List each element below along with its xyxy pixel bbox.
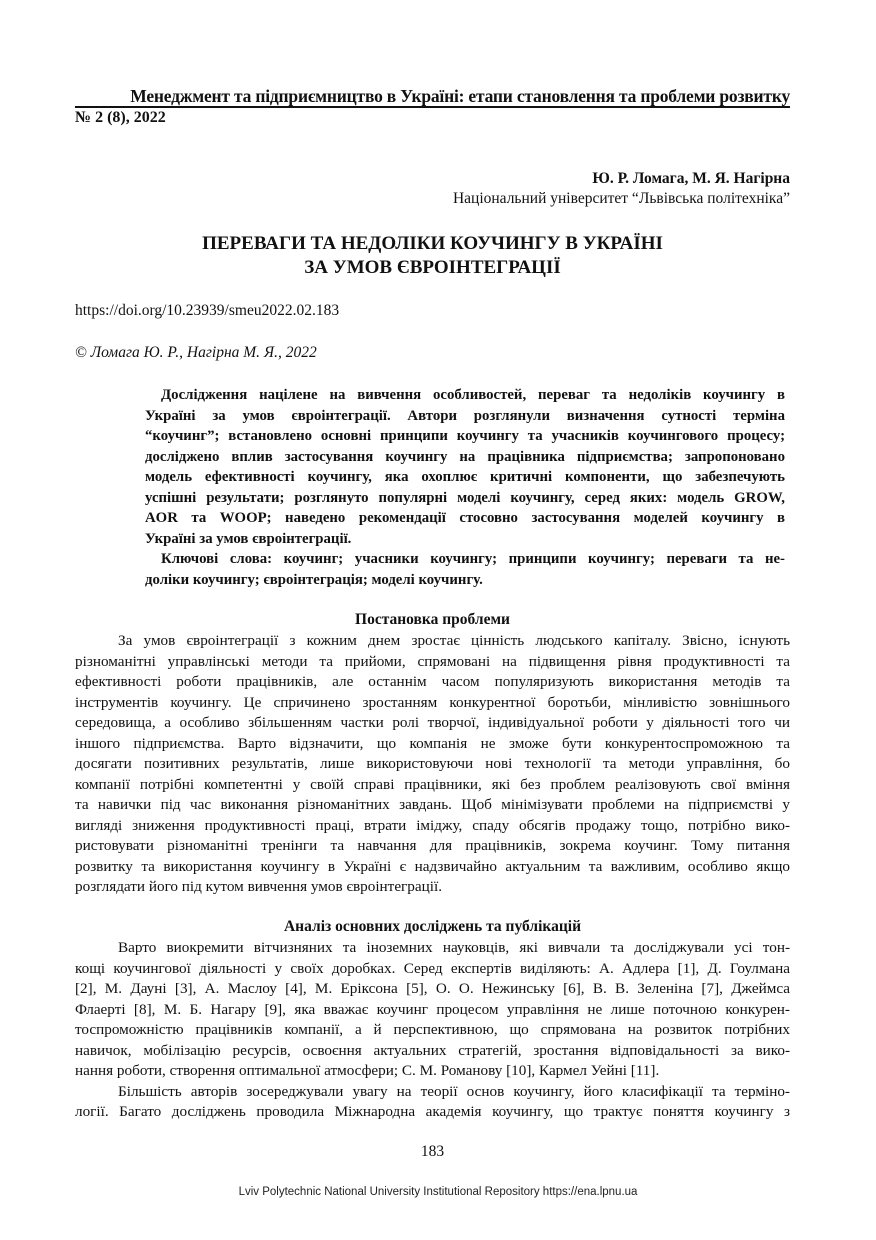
text-line: доліки коучингу; євроінтеграція; моделі коучингу. (145, 571, 483, 588)
title-line: ПЕРЕВАГИ ТА НЕДОЛІКИ КОУЧИНГУ В УКРАЇНІ (202, 233, 663, 254)
text-line: модель ефективності коучингу, яка охоплює критичні компоненти, що забезпечують (145, 469, 785, 485)
text-line: Україні за умов євроінтеграції. (145, 530, 352, 547)
text-line: успішні результати; розглянуто популярні моделі коучингу, серед яких: модель GROW, (145, 489, 785, 506)
text-line: Більшість авторів зосереджували увагу на теорії основ коучингу, його класифікації та терміно- (118, 1082, 790, 1100)
title-line: ЗА УМОВ ЄВРОІНТЕГРАЦІЇ (304, 257, 561, 278)
text-line: середовища, а особливо збільшенням частки ролі творчої, індивідуальної роботи у діяльності того чи (75, 714, 790, 731)
article-title (75, 232, 790, 280)
section-heading: Аналіз основних досліджень та публікацій (283, 918, 581, 935)
text-line: [2], М. Дауні [3], А. Маслоу [4], М. Еріксона [5], О. О. Нежинську [6], В. В. Зеленіна [7], Джеймса (75, 980, 790, 997)
text-line: Дослідження націлене на вивчення особливостей, переваг та недоліків коучингу в (161, 387, 785, 403)
section-problem-body (75, 631, 790, 898)
text-line: AOR та WOOP; наведено рекомендації стосовно застосування моделей коучингу в (145, 510, 785, 526)
text-line: ефективності роботи працівників, але останнім часом популяризують використання методів та (75, 673, 790, 690)
copyright: © Ломага Ю. Р., Нагірна М. Я., 2022 (75, 344, 317, 361)
text-line: Варто виокремити вітчизняних та іноземних науковців, які вивчали та досліджували усі тон- (118, 939, 790, 956)
repository-footer: Lviv Polytechnic National University Institutional Repository https://ena.lpnu.ua (238, 1186, 638, 1198)
text-line: ристовувати різноманітні тренінги та навчання для працівників, зокрема коучинг. Тому питання (75, 837, 790, 854)
text-line: різноманітні управлінські методи та прийоми, спрямовані на підвищення рівня продуктивності та (75, 652, 790, 670)
text-line: “коучинг”; встановлено основні принципи коучингу та учасників коучингового процесу; (145, 428, 785, 444)
text-line: кощі коучингової діяльності у своїх доробках. Серед експертів виділяють: А. Адлера [1], Д. Гоулмана (75, 959, 790, 977)
text-line: нання роботи, створення оптимальної атмосфери; С. М. Романову [10], Кармел Уейні [11]. (75, 1062, 660, 1079)
section-heading: Постановка проблеми (355, 611, 510, 628)
text-line: інструментів коучингу. Це спричинено зростанням конкурентної боротьби, мінливістю зовнішнього (75, 693, 790, 711)
text-line: логії. Багато досліджень проводила Міжнародна академія коучингу, що трактує поняття коучингу з (75, 1103, 790, 1120)
affiliation: Національний університет “Львівська політехніка” (452, 190, 790, 207)
text-line: досліджено вплив застосування коучингу на працівника підприємства; запропоновано (145, 448, 785, 465)
text-line: компанії потрібні компетентні у своїй справі працівники, які без проблем реалізовують свої вміння (75, 775, 790, 793)
text-line: та навички під час виконання різноманітних завдань. Щоб мінімізувати проблеми на підприємстві у (75, 796, 790, 813)
text-line: іншого підприємства. Варто відзначити, що компанія не зможе бути конкурентоспроможною та (75, 734, 790, 752)
text-line: Флаерті [8], М. Б. Нагару [9], яка вважає коучинг процесом управління не лише поточною конкурен- (75, 1000, 790, 1018)
text-line: тоспроможністю працівників компанії, а й перспективною, що спрямована на розвиток потрібних (75, 1021, 790, 1038)
page-number: 183 (420, 1143, 445, 1160)
authors: Ю. Р. Ломага, М. Я. Нагірна (592, 170, 790, 187)
text-line: досягати позитивних результатів, лише використовуючи нові технології та методи управління, бо (75, 755, 790, 772)
journal-title: Менеджмент та підприємництво в Україні: етапи становлення та проблеми розвитку (130, 86, 790, 106)
text-line: навичок, мобілізацію ресурсів, освоєння актуальних стратегій, зростання відповідальності за вико- (75, 1041, 790, 1059)
text-line: За умов євроінтеграції з кожним днем зростає цінність людського капіталу. Звісно, існують (118, 632, 790, 649)
doi-link[interactable]: https://doi.org/10.23939/smeu2022.02.183 (75, 302, 340, 319)
text-line: вигляді зниження продуктивності праці, втрати іміджу, спаду обсягів продажу тощо, потрібно вико- (75, 816, 790, 834)
text-line: Ключові слова: коучинг; учасники коучингу; принципи коучингу; переваги та не- (161, 551, 785, 567)
header-rule (75, 106, 790, 108)
text-line: розглядати його під кутом вивчення умов євроінтеграції. (75, 878, 442, 895)
abstract (145, 385, 785, 590)
section-analysis-body (75, 938, 790, 1123)
text-line: Україні за умов євроінтеграції. Автори розглянули визначення сутності терміна (145, 407, 785, 424)
issue-number: № 2 (8), 2022 (75, 109, 166, 126)
text-line: розвитку та використання коучингу в Україні є надзвичайно актуальним та важливим, особливо якщо (75, 857, 790, 875)
